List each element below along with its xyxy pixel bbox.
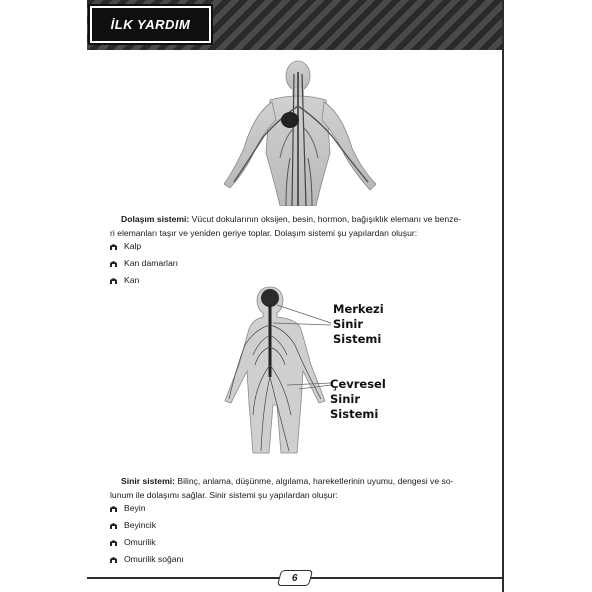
nervous-paragraph-line1 (121, 474, 453, 488)
list-item-label: Omurilik (124, 537, 156, 547)
list-item-label: Beyincik (124, 520, 156, 530)
header-title-box (90, 6, 211, 43)
central-label-line: Sistemi (333, 332, 382, 346)
bullet-icon (110, 244, 117, 250)
page-number: 6 (292, 572, 298, 584)
list-item-label: Kan damarları (124, 258, 178, 268)
bullet-icon (110, 278, 117, 284)
nervous-text-2: lunum ile dolaşımı sağlar. Sinir sistemi şu yapılardan oluşur: (110, 490, 338, 500)
peripheral-label-line: Sinir (330, 392, 361, 406)
nervous-text-1: Bilinç, anlama, düşünme, algılama, hareketlerinin uyumu, dengesi ve so- (174, 476, 454, 486)
bullet-icon (110, 261, 117, 267)
page-number-box (277, 570, 313, 586)
list-item (110, 272, 178, 289)
bullet-icon (110, 540, 117, 546)
header-title: İLK YARDIM (110, 17, 191, 32)
nervous-list (110, 500, 184, 568)
bullet-icon (110, 523, 117, 529)
list-item (110, 534, 184, 551)
bullet-icon (110, 557, 117, 563)
list-item (110, 551, 184, 568)
page-right-rule (502, 0, 504, 592)
bullet-icon (110, 506, 117, 512)
nervous-system-illustration (215, 285, 335, 457)
list-item (110, 255, 178, 272)
circulatory-system-illustration (220, 58, 380, 206)
circulatory-text-2: ri elemanları taşır ve yeniden geriye toplar. Dolaşım sistemi şu yapılardan oluşur: (110, 228, 418, 238)
peripheral-nervous-label (330, 377, 386, 422)
circulatory-paragraph-line1 (121, 212, 461, 226)
central-label-line: Sinir (333, 317, 364, 331)
list-item-label: Kalp (124, 241, 142, 251)
circulatory-term: Dolaşım sistemi: (121, 214, 190, 224)
list-item (110, 500, 184, 517)
central-nervous-label (333, 302, 384, 347)
list-item-label: Kan (124, 275, 140, 285)
circulatory-text-1: Vücut dokularının oksijen, besin, hormon, bağışıklık elemanı ve benze- (189, 214, 462, 224)
list-item (110, 238, 178, 255)
list-item (110, 517, 184, 534)
list-item-label: Beyin (124, 503, 146, 513)
peripheral-label-line: Çevresel (330, 377, 386, 391)
central-label-line: Merkezi (333, 302, 384, 316)
circulatory-list (110, 238, 178, 289)
nervous-term: Sinir sistemi: (121, 476, 175, 486)
list-item-label: Omurilik soğanı (124, 554, 184, 564)
peripheral-label-line: Sistemi (330, 407, 379, 421)
